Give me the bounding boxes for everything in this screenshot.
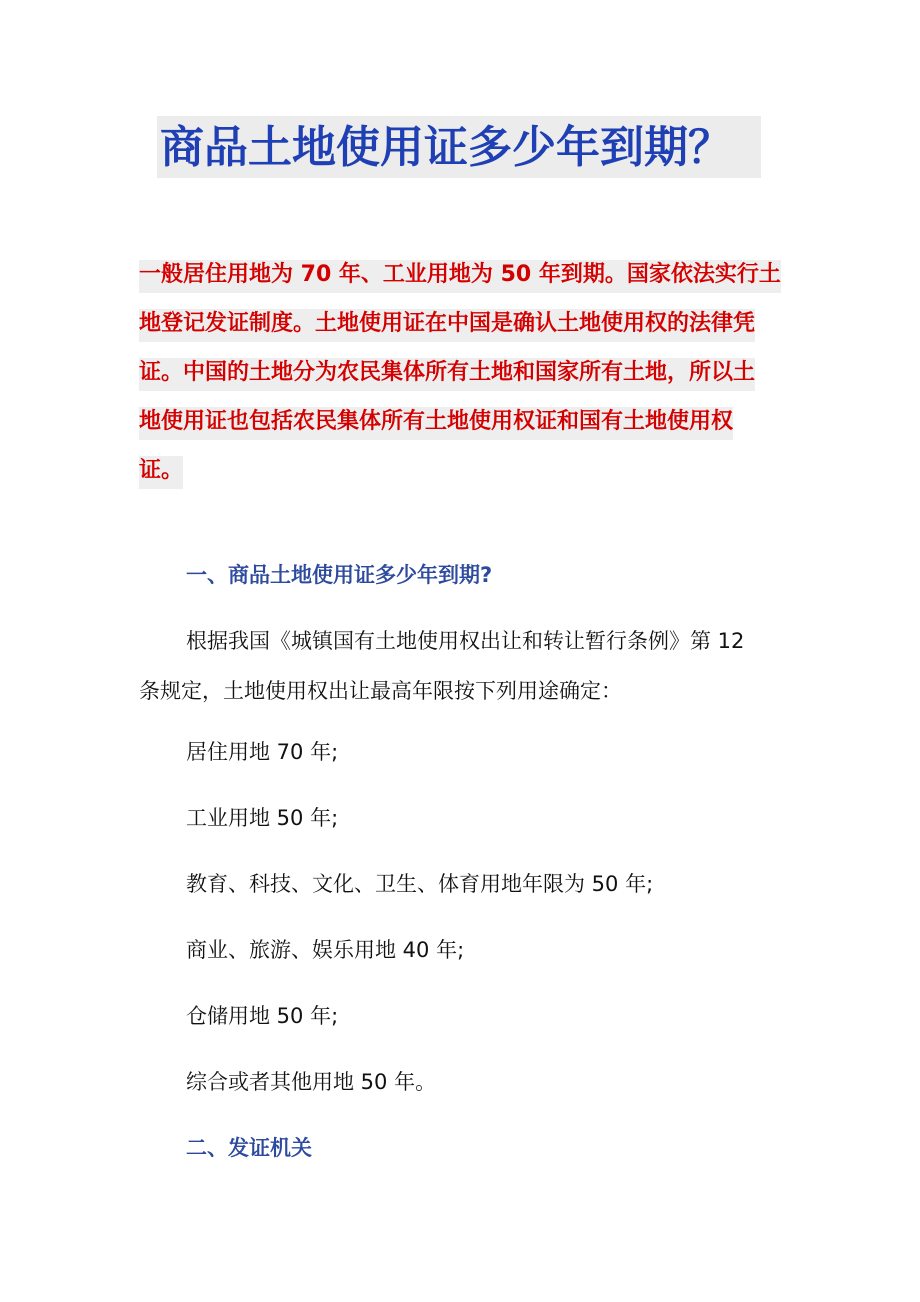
- list-item-comprehensive: 综合或者其他用地 50 年。: [186, 1070, 437, 1094]
- intro-line: 证。中国的土地分为农民集体所有土地和国家所有土地，所以土: [139, 350, 784, 399]
- paragraph-line: 根据我国《城镇国有土地使用权出让和转让暂行条例》第 12: [186, 629, 745, 653]
- list-item-residential: 居住用地 70 年;: [186, 740, 339, 764]
- intro-line: 一般居住用地为 70 年、工业用地为 50 年到期。国家依法实行土: [139, 252, 784, 301]
- list-item-storage: 仓储用地 50 年;: [186, 1004, 339, 1028]
- list-item-commercial: 商业、旅游、娱乐用地 40 年;: [186, 938, 465, 962]
- intro-line: 地登记发证制度。土地使用证在中国是确认土地使用权的法律凭: [139, 301, 784, 350]
- list-item-industrial: 工业用地 50 年;: [186, 806, 339, 830]
- section-1-heading: 一、商品土地使用证多少年到期?: [186, 563, 493, 587]
- paragraph-line: 条规定，土地使用权出让最高年限按下列用途确定：: [139, 679, 622, 703]
- intro-line: 证。: [139, 448, 784, 497]
- intro-line: 地使用证也包括农民集体所有土地使用权证和国有土地使用权: [139, 399, 784, 448]
- page-title: 商品土地使用证多少年到期？: [160, 122, 732, 173]
- section-2-heading: 二、发证机关: [186, 1136, 312, 1160]
- list-item-education: 教育、科技、文化、卫生、体育用地年限为 50 年;: [186, 872, 654, 896]
- section-1-paragraph: [139, 625, 799, 725]
- intro-paragraph: [139, 252, 784, 497]
